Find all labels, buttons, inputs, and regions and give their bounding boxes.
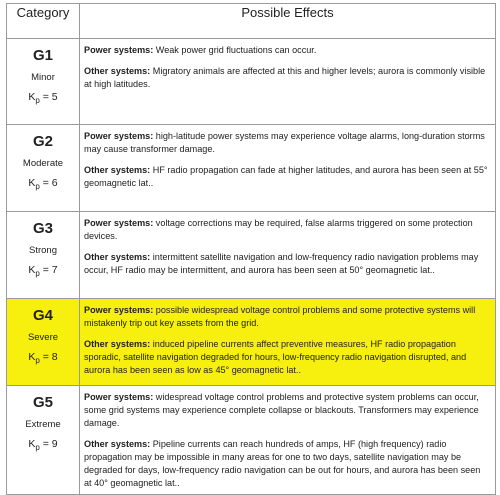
storm-level-code: G3 [32, 220, 53, 237]
other-systems-text: Pipeline currents can reach hundreds of amps, HF (high frequency) radio propagation may be impossible in many areas for one to two days, satellite navigation may be degraded for days, low-frequency radio navigation can be out for hours, and aurora has been seen at 40° geomagnetic lat.. [84, 439, 481, 488]
storm-level-code: G5 [32, 394, 53, 411]
table-row-g2 [7, 125, 496, 212]
power-systems-text: widespread voltage control problems and protective system problems can occur, some grid systems may experience complete collapse or blackouts. Transformers may experience damage. [84, 392, 479, 428]
power-systems-label: Power systems: [84, 218, 154, 228]
table-row-g3 [7, 212, 496, 299]
other-systems-text: HF radio propagation can fade at higher latitudes, and aurora has been seen at 55° geomagnetic lat.. [84, 165, 488, 188]
table-row-g4 [7, 299, 496, 386]
power-systems-text: possible widespread voltage control problems and some protective systems will mistakenly trip out key assets from the grid. [84, 305, 476, 328]
kp-index: $K_p = 5$ [28, 91, 58, 105]
table-row-g5 [7, 386, 496, 495]
power-systems-label: Power systems: [84, 45, 154, 55]
possible-effects-column-header: Possible Effects [80, 4, 496, 39]
storm-scale-name: Minor [31, 72, 55, 83]
kp-index: $K_p = 9$ [28, 438, 58, 452]
power-systems-text: Weak power grid fluctuations can occur. [153, 45, 317, 55]
category-cell [7, 212, 80, 299]
category-cell [7, 39, 80, 125]
storm-level-code: G2 [32, 133, 53, 150]
header-row [7, 4, 496, 39]
storm-level-code: G4 [32, 307, 53, 324]
other-systems-label: Other systems: [84, 339, 151, 349]
other-systems-effect [84, 438, 489, 490]
other-systems-label: Other systems: [84, 66, 151, 76]
category-cell [7, 299, 80, 386]
power-systems-effect [84, 44, 489, 57]
power-systems-text: high-latitude power systems may experience voltage alarms, long-duration storms may cause transformer damage. [84, 131, 485, 154]
other-systems-text: intermittent satellite navigation and low-frequency radio navigation problems may occur, HF radio may be intermittent, and aurora has been seen at 50° geomagnetic lat.. [84, 252, 479, 275]
other-systems-text: Migratory animals are affected at this and higher levels; aurora is commonly visible at high latitudes. [84, 66, 486, 89]
storm-scale-name: Extreme [25, 419, 61, 430]
power-systems-label: Power systems: [84, 392, 154, 402]
kp-index: $K_p = 6$ [28, 177, 58, 191]
other-systems-label: Other systems: [84, 165, 151, 175]
power-systems-label: Power systems: [84, 305, 154, 315]
geomagnetic-storm-scale-table [6, 3, 496, 495]
kp-index: $K_p = 7$ [28, 264, 58, 278]
storm-scale-name: Severe [27, 332, 59, 343]
power-systems-text: voltage corrections may be required, false alarms triggered on some protection devices. [84, 218, 473, 241]
category-cell [7, 125, 80, 212]
storm-level-code: G1 [32, 47, 53, 64]
power-systems-effect [84, 304, 489, 330]
power-systems-effect [84, 130, 489, 156]
table-row-g1 [7, 39, 496, 125]
effects-cell [80, 386, 496, 495]
power-systems-effect [84, 391, 489, 430]
effects-cell [80, 212, 496, 299]
other-systems-effect [84, 164, 489, 190]
category-cell [7, 386, 80, 495]
effects-cell [80, 299, 496, 386]
other-systems-label: Other systems: [84, 439, 151, 449]
other-systems-effect [84, 251, 489, 277]
category-column-header: Category [7, 4, 80, 39]
power-systems-effect [84, 217, 489, 243]
other-systems-effect [84, 65, 489, 91]
power-systems-label: Power systems: [84, 131, 154, 141]
kp-index: $K_p = 8$ [28, 351, 58, 365]
other-systems-text: induced pipeline currents affect preventive measures, HF radio propagation sporadic, satellite navigation degraded for hours, low-frequency radio navigation disrupted, and aurora has been seen as low as 45° geomagnetic lat.. [84, 339, 467, 375]
storm-scale-name: Strong [29, 245, 57, 256]
effects-cell [80, 39, 496, 125]
effects-cell [80, 125, 496, 212]
other-systems-label: Other systems: [84, 252, 151, 262]
storm-scale-name: Moderate [22, 158, 64, 169]
other-systems-effect [84, 338, 489, 377]
